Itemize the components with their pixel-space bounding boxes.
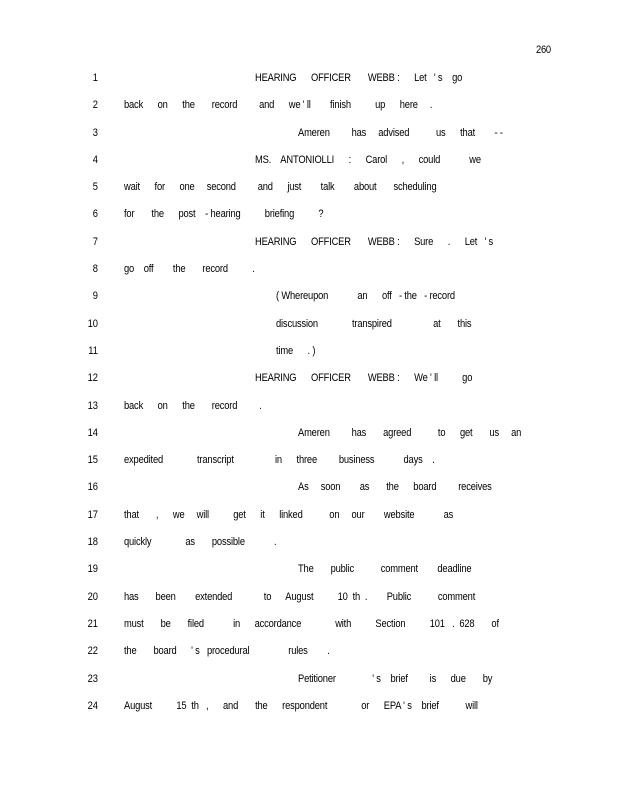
transcript-line bbox=[0, 99, 618, 126]
line-text: time . ) bbox=[276, 344, 316, 357]
line-text: discussion transpired at this bbox=[276, 317, 472, 330]
line-number: 19 bbox=[87, 563, 98, 576]
page-number: 260 bbox=[536, 44, 551, 56]
line-number: 23 bbox=[87, 672, 98, 685]
line-text: the board ' s procedural rules . bbox=[124, 645, 330, 658]
line-text: expedited transcript in three business days . bbox=[124, 454, 435, 467]
line-text: quickly as possible . bbox=[124, 536, 277, 549]
line-text: August 15 th , and the respondent or EPA ' s brief will bbox=[124, 699, 478, 712]
line-number: 9 bbox=[92, 290, 98, 303]
line-number: 7 bbox=[92, 235, 98, 248]
transcript-line bbox=[0, 591, 618, 618]
line-text: go off the record . bbox=[124, 263, 255, 276]
transcript-line bbox=[0, 400, 618, 427]
line-number: 11 bbox=[88, 344, 98, 357]
line-number: 18 bbox=[87, 536, 98, 549]
line-number: 15 bbox=[87, 454, 98, 467]
transcript-body bbox=[0, 72, 618, 727]
transcript-line bbox=[0, 700, 618, 727]
line-number: 12 bbox=[87, 372, 98, 385]
line-number: 6 bbox=[92, 208, 98, 221]
line-number: 1 bbox=[92, 72, 98, 84]
line-text: that , we will get it linked on our website as bbox=[124, 508, 454, 521]
transcript-line bbox=[0, 427, 618, 454]
line-number: 8 bbox=[92, 263, 98, 276]
line-number: 21 bbox=[87, 617, 98, 630]
transcript-line bbox=[0, 72, 618, 99]
line-number: 24 bbox=[87, 699, 98, 712]
transcript-line bbox=[0, 208, 618, 235]
transcript-line bbox=[0, 372, 618, 399]
transcript-line bbox=[0, 318, 618, 345]
line-number: 13 bbox=[87, 399, 98, 412]
line-number: 4 bbox=[92, 153, 98, 166]
transcript-line bbox=[0, 154, 618, 181]
line-text: ( Whereupon an off - the - record bbox=[276, 290, 455, 303]
line-text: As soon as the board receives bbox=[298, 481, 492, 494]
transcript-line bbox=[0, 345, 618, 372]
line-text: HEARING OFFICER WEBB : We ' ll go bbox=[255, 372, 473, 385]
line-number: 22 bbox=[87, 645, 98, 658]
line-number: 17 bbox=[87, 508, 98, 521]
transcript-line bbox=[0, 454, 618, 481]
transcript-line bbox=[0, 563, 618, 590]
line-text: has been extended to August 10 th . Public comment bbox=[124, 590, 476, 603]
line-number: 5 bbox=[92, 181, 98, 194]
line-text: for the post - hearing briefing ? bbox=[124, 208, 324, 221]
transcript-line bbox=[0, 290, 618, 317]
line-number: 10 bbox=[87, 317, 98, 330]
transcript-line bbox=[0, 509, 618, 536]
line-text: Petitioner ' s brief is due by bbox=[298, 672, 493, 685]
transcript-line bbox=[0, 181, 618, 208]
line-number: 16 bbox=[87, 481, 98, 494]
line-text: must be filed in accordance with Section 101 . 628 of bbox=[124, 617, 499, 630]
line-text: back on the record . bbox=[124, 399, 262, 412]
line-number: 3 bbox=[92, 126, 98, 139]
transcript-line bbox=[0, 263, 618, 290]
line-text: The public comment deadline bbox=[298, 563, 472, 576]
transcript-line bbox=[0, 127, 618, 154]
transcript-line bbox=[0, 236, 618, 263]
transcript-line bbox=[0, 536, 618, 563]
transcript-line bbox=[0, 673, 618, 700]
line-text: Ameren has agreed to get us an bbox=[298, 426, 522, 439]
transcript-line bbox=[0, 481, 618, 508]
line-number: 20 bbox=[87, 590, 98, 603]
line-text: MS. ANTONIOLLI : Carol , could we bbox=[255, 153, 481, 166]
line-text: back on the record and we ' ll finish up here . bbox=[124, 99, 433, 112]
line-number: 14 bbox=[87, 426, 98, 439]
line-number: 2 bbox=[92, 99, 98, 112]
transcript-line bbox=[0, 618, 618, 645]
line-text: wait for one second and just talk about scheduling bbox=[124, 181, 437, 194]
line-text: HEARING OFFICER WEBB : Let ' s go bbox=[255, 72, 463, 84]
line-text: HEARING OFFICER WEBB : Sure . Let ' s bbox=[255, 235, 494, 248]
transcript-line bbox=[0, 645, 618, 672]
line-text: Ameren has advised us that - - bbox=[298, 126, 503, 139]
